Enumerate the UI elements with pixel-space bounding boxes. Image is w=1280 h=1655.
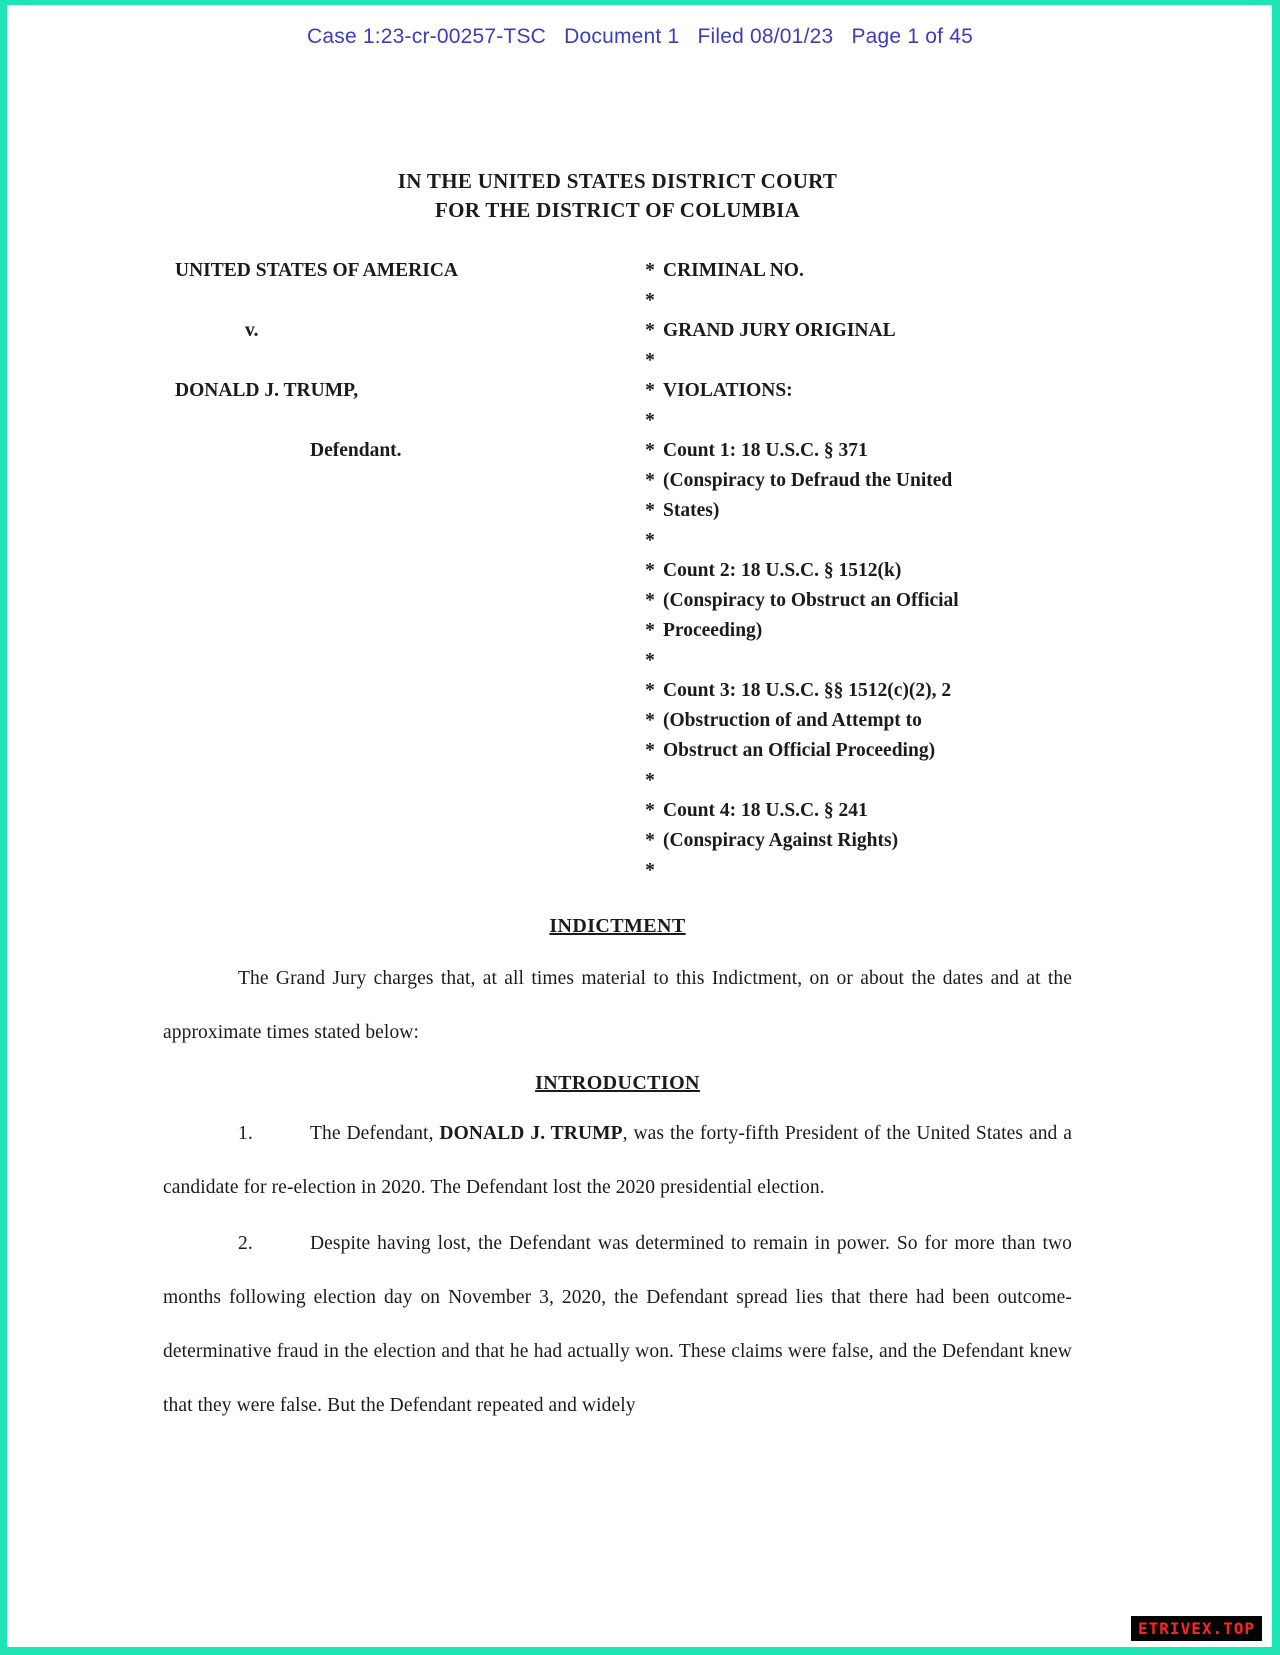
grand-jury-charge-paragraph: The Grand Jury charges that, at all times material to this Indictment, on or about the dates and at the approximate times stated below:: [163, 968, 1072, 1043]
asterisk-separator: *: [645, 620, 655, 641]
paragraph-2: [163, 1217, 1072, 1433]
count-2-line: Proceeding): [663, 620, 763, 641]
count-3-line: Count 3: 18 U.S.C. §§ 1512(c)(2), 2: [663, 680, 952, 701]
asterisk-separator: *: [645, 380, 655, 401]
count-1-line: States): [663, 500, 720, 521]
count-3-line: (Obstruction of and Attempt to: [663, 710, 922, 731]
criminal-no-label: CRIMINAL NO.: [663, 260, 804, 281]
asterisk-separator: *: [645, 680, 655, 701]
asterisk-separator: *: [645, 770, 655, 791]
paragraph-1-text-pre: The Defendant,: [310, 1123, 440, 1144]
asterisk-separator: *: [645, 590, 655, 611]
versus-label: v.: [245, 320, 259, 341]
watermark-badge: ETRIVEX.TOP: [1131, 1616, 1262, 1641]
asterisk-separator: *: [645, 500, 655, 521]
caption-charges-column: [663, 256, 1073, 856]
count-1-line: (Conspiracy to Defraud the United: [663, 470, 953, 491]
asterisk-separator: *: [645, 410, 655, 431]
paragraph-2-text: Despite having lost, the Defendant was determined to remain in power. So for more than two months following election day on November 3, 2020, the Defendant spread lies that there had been outcome-determinative fraud in the election and that he had actually won. These claims were false, and the Defendant knew that they were false. But the Defendant repeated and widely: [163, 1233, 1072, 1416]
asterisk-separator: *: [645, 830, 655, 851]
paragraph-1-text-post: , was the forty-fifth President of the United States and a candidate for re-election in 2020. The Defendant lost the 2020 presidential election.: [163, 1123, 1072, 1198]
defendant-name: DONALD J. TRUMP,: [175, 380, 359, 401]
asterisk-separator: *: [645, 740, 655, 761]
asterisk-separator: *: [645, 860, 655, 881]
case-caption: [163, 256, 1072, 888]
plaintiff-name: UNITED STATES OF AMERICA: [175, 260, 458, 281]
court-title: [163, 167, 1072, 225]
asterisk-separator: *: [645, 350, 655, 371]
grand-jury-label: GRAND JURY ORIGINAL: [663, 320, 896, 341]
caption-parties-column: [175, 256, 615, 466]
count-4-line: (Conspiracy Against Rights): [663, 830, 899, 851]
count-4-line: Count 4: 18 U.S.C. § 241: [663, 800, 868, 821]
asterisk-separator: *: [645, 650, 655, 671]
asterisk-separator: *: [645, 530, 655, 551]
court-title-line1: IN THE UNITED STATES DISTRICT COURT: [397, 169, 838, 193]
count-3-line: Obstruct an Official Proceeding): [663, 740, 936, 761]
asterisk-separator: *: [645, 470, 655, 491]
paragraph-2-number: 2.: [238, 1233, 253, 1254]
asterisk-separator: *: [645, 320, 655, 341]
asterisk-separator: *: [645, 260, 655, 281]
count-1-line: Count 1: 18 U.S.C. § 371: [663, 440, 868, 461]
pacer-case-header: Case 1:23-cr-00257-TSC Document 1 Filed 08/01/23 Page 1 of 45: [307, 25, 973, 48]
asterisk-separator: *: [645, 560, 655, 581]
violations-label: VIOLATIONS:: [663, 380, 793, 401]
defendant-name-inline: DONALD J. TRUMP: [439, 1123, 623, 1144]
asterisk-separator: *: [645, 290, 655, 311]
introduction-heading: INTRODUCTION: [535, 1072, 700, 1094]
caption-separator-column: [640, 256, 660, 886]
court-title-line2: FOR THE DISTRICT OF COLUMBIA: [434, 198, 801, 222]
count-2-line: Count 2: 18 U.S.C. § 1512(k): [663, 560, 902, 581]
paragraph-1: [163, 1107, 1072, 1215]
asterisk-separator: *: [645, 710, 655, 731]
indictment-heading: INDICTMENT: [549, 915, 686, 937]
asterisk-separator: *: [645, 440, 655, 461]
paragraph-1-number: 1.: [238, 1123, 253, 1144]
count-2-line: (Conspiracy to Obstruct an Official: [663, 590, 959, 611]
defendant-label: Defendant.: [310, 440, 402, 461]
asterisk-separator: *: [645, 800, 655, 821]
document-body: [163, 167, 1072, 1433]
